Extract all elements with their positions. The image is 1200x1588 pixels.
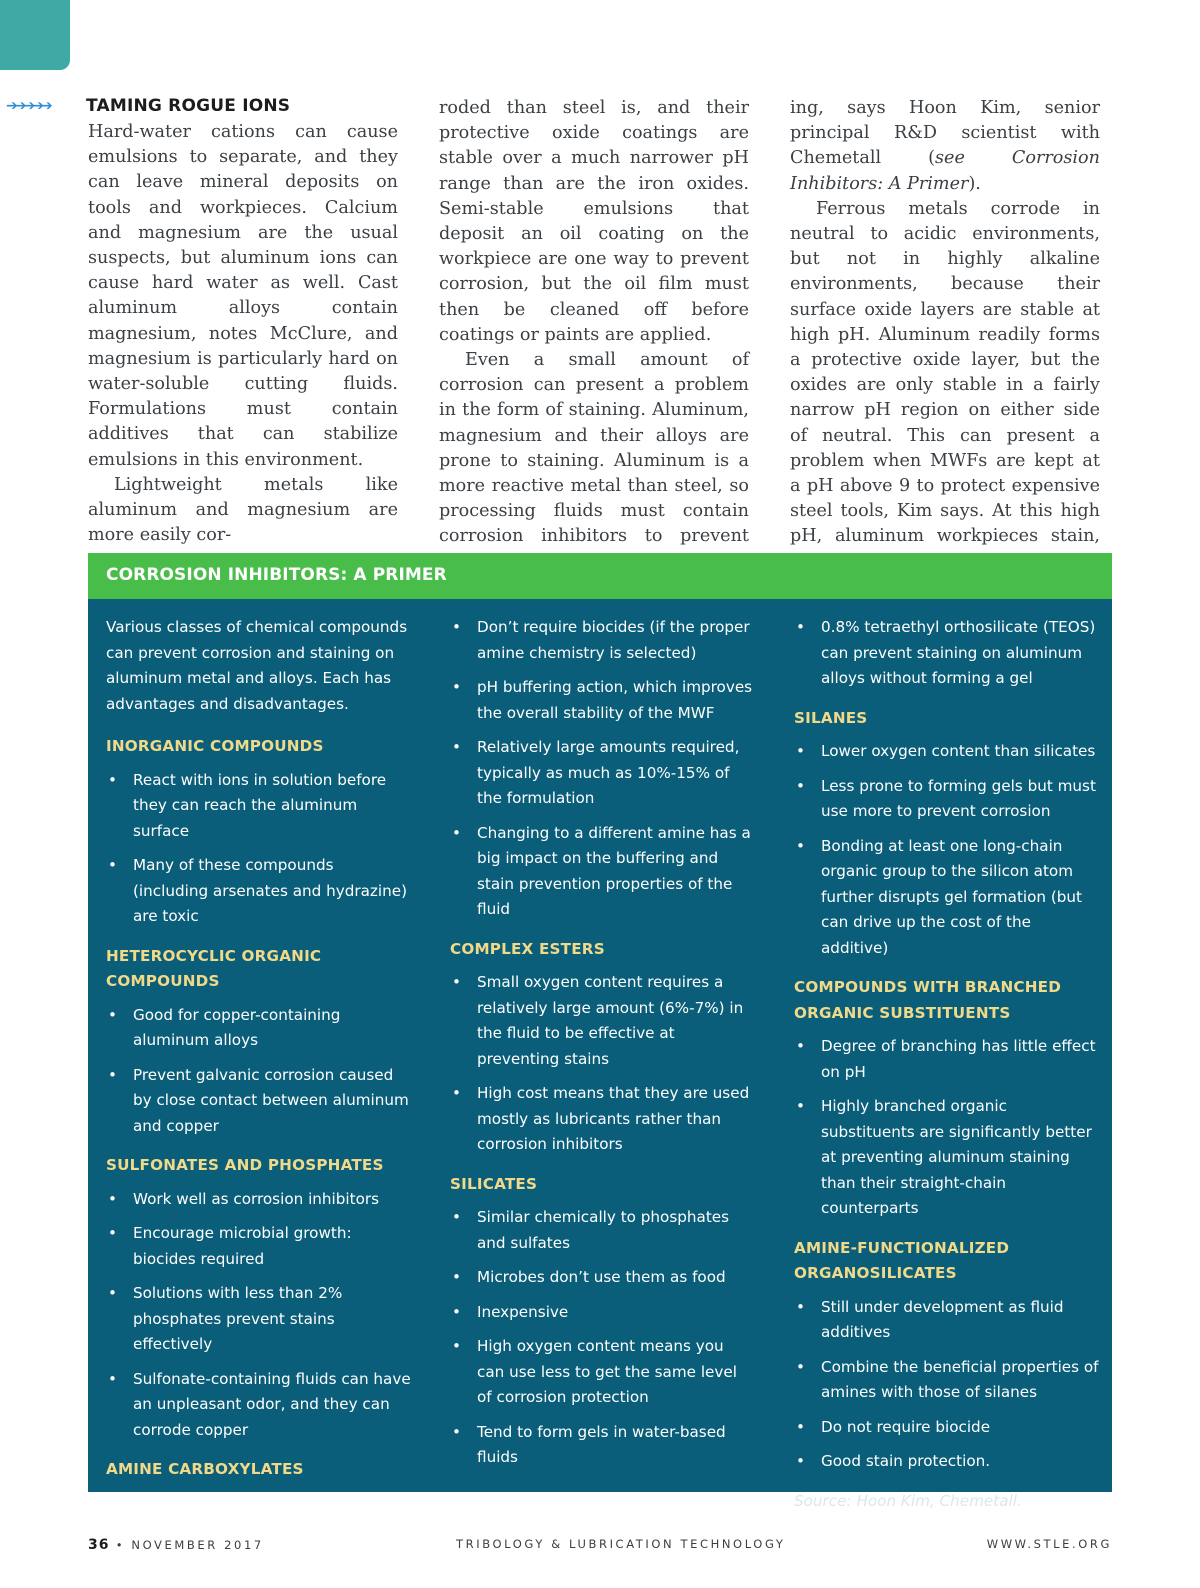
list-item: • Solutions with less than 2% phosphates prevent stains effectively [106,1281,411,1358]
website-link[interactable]: WWW.STLE.ORG [986,1537,1112,1551]
footer-separator: • [115,1538,126,1552]
corner-tab [0,0,70,70]
section-heading: COMPLEX ESTERS [450,939,605,958]
primer-header [88,553,1112,599]
section-heading: AMINE-FUNCTIONALIZED ORGANOSILICATES [794,1238,1010,1282]
bullet-list [106,1003,411,1140]
primer-intro: Various classes of chemical compounds can prevent corrosion and staining on aluminum metal and alloys. Each has advantages and disadvantages. [106,618,408,713]
section-heading: COMPOUNDS WITH BRANCHED ORGANIC SUBSTITUENTS [794,978,1062,1022]
section-kicker [6,96,398,118]
bullet-list [794,1034,1099,1222]
article-column-1 [6,96,398,548]
bullet-list [794,615,1099,692]
section-heading: INORGANIC COMPOUNDS [106,737,324,755]
list-item: • Good for copper-containing aluminum alloys [106,1003,411,1054]
list-item: • Work well as corrosion inhibitors [106,1187,411,1213]
list-item: • Many of these compounds (including arsenates and hydrazine) are toxic [106,853,411,930]
list-item: • Combine the beneficial properties of amines with those of silanes [794,1355,1099,1406]
article-paragraph: roded than steel is, and their protective oxide coatings are stable over a much narrower pH range than are the iron oxides. Semi-stable emulsions that deposit an oil coating on the workpiece are one way to prevent corrosion, but the oil film must then be cleaned off before coatings or paints are applied. [439,98,749,345]
page-footer [88,1537,1112,1557]
list-item: • pH buffering action, which improves the overall stability of the MWF [450,675,755,726]
paragraph-text: ). [968,173,981,194]
source-credit: Source: Hoon Kim, Chemetall. [794,1491,1022,1510]
primer-title: CORROSION INHIBITORS: A PRIMER [106,565,447,585]
article-column-2 [439,96,749,575]
bullet-list [794,739,1099,961]
article-column-3 [790,96,1100,575]
article-paragraph [790,96,1100,197]
list-item: • Prevent galvanic corrosion caused by close contact between aluminum and copper [106,1063,411,1140]
list-item: • React with ions in solution before they can reach the aluminum surface [106,768,411,845]
list-item: • Less prone to forming gels but must use more to prevent corrosion [794,774,1099,825]
section-heading: HETEROCYCLIC ORGANIC COMPOUNDS [106,946,322,990]
list-item: • Good stain protection. [794,1449,1099,1475]
list-item: • 0.8% tetraethyl orthosilicate (TEOS) can prevent staining on aluminum alloys without forming a gel [794,615,1099,692]
section-heading: AMINE CARBOXYLATES [106,1460,304,1478]
list-item: • Relatively large amounts required, typically as much as 10%-15% of the formulation [450,735,755,812]
article-paragraph: Lightweight metals like aluminum and magnesium are more easily cor- [88,474,398,546]
list-item: • Sulfonate-containing fluids can have an unpleasant odor, and they can corrode copper [106,1367,411,1444]
list-item: • Small oxygen content requires a relatively large amount (6%-7%) in the fluid to be effective at preventing stains [450,970,755,1072]
list-item: • Similar chemically to phosphates and sulfates [450,1205,755,1256]
list-item: • Encourage microbial growth: biocides required [106,1221,411,1272]
article-paragraph: Ferrous metals corrode in neutral to acidic environments, but not in highly alkaline environments, because their surface oxide layers are stable at high pH. Aluminum readily forms a protective oxide layer, but the oxides are only stable in a fairly narrow pH region on either side of neutral. This can present a problem when MWFs are kept at a pH above 9 to protect expensive steel tools, Kim says. At this high pH, aluminum workpieces stain, [790,198,1100,547]
bullet-list [450,1205,755,1471]
primer-column-3 [794,615,1099,1514]
article-paragraph: Hard-water cations can cause emulsions to separate, and they can leave mineral deposits on tools and workpieces. Calcium and magnesium are the usual suspects, but aluminum ions can cause hard water as well. Cast aluminum alloys contain magnesium, notes McClure, and magnesium is particularly hard on water-soluble cutting fluids. Formulations must contain additives that can stabilize emulsions in this environment. [88,122,398,470]
list-item: • Highly branched organic substituents are significantly better at preventing aluminum staining than their straight-chain counterparts [794,1094,1099,1222]
bullet-list [106,1491,411,1542]
list-item: • Changing to a different amine has a big impact on the buffering and stain prevention properties of the fluid [450,821,755,923]
bullet-list [450,615,755,923]
list-item: • Do not require biocide [794,1415,1099,1441]
bullet-list [106,1187,411,1444]
list-item: • Microbes don’t use them as food [450,1265,755,1291]
list-item: • High oxygen content means you can use less to get the same level of corrosion protection [450,1334,755,1411]
list-item: • Inexpensive [450,1300,755,1326]
page-number: 36 [88,1537,110,1553]
bullet-list [450,970,755,1158]
section-heading: SILICATES [450,1174,538,1193]
primer-sidebar [88,553,1112,1537]
section-heading: TAMING ROGUE IONS [86,96,291,117]
list-item: • Very effective at keeping aluminum from staining [106,1491,411,1542]
bullet-list [106,768,411,930]
arrow-icons: ➔➔➔➔➔ [6,98,50,115]
article-body [6,96,1112,547]
paragraph-text: ing, says Hoon Kim, senior principal R&D scientist with Chemetall ( [790,98,1100,169]
list-item: • High cost means that they are used mostly as lubricants rather than corrosion inhibitors [450,1081,755,1158]
primer-column-2 [450,615,755,1485]
list-item: • Lower oxygen content than silicates [794,739,1099,765]
footer-left [88,1537,264,1553]
list-item: • Still under development as fluid additives [794,1295,1099,1346]
section-heading: SULFONATES AND PHOSPHATES [106,1156,384,1174]
list-item: • Bonding at least one long-chain organic group to the silicon atom further disrupts gel formation (but can drive up the cost of the additive) [794,834,1099,962]
bullet-list [794,1295,1099,1475]
list-item: • Tend to form gels in water-based fluids [450,1420,755,1471]
section-heading: SILANES [794,708,868,727]
list-item: • Don’t require biocides (if the proper amine chemistry is selected) [450,615,755,666]
publication-name: TRIBOLOGY & LUBRICATION TECHNOLOGY [456,1537,786,1551]
issue-date: NOVEMBER 2017 [131,1538,264,1552]
sidebar-reference: see Corrosion Inhibitors: A Primer [790,148,1100,194]
primer-column-1 [106,615,411,1556]
list-item: • Degree of branching has little effect on pH [794,1034,1099,1085]
article-paragraph: Even a small amount of corrosion can present a problem in the form of staining. Aluminum, magnesium and their alloys are prone to staining. Aluminum is a more reactive metal than steel, so processing fluids must contain corrosion inhibitors to prevent [439,350,749,547]
